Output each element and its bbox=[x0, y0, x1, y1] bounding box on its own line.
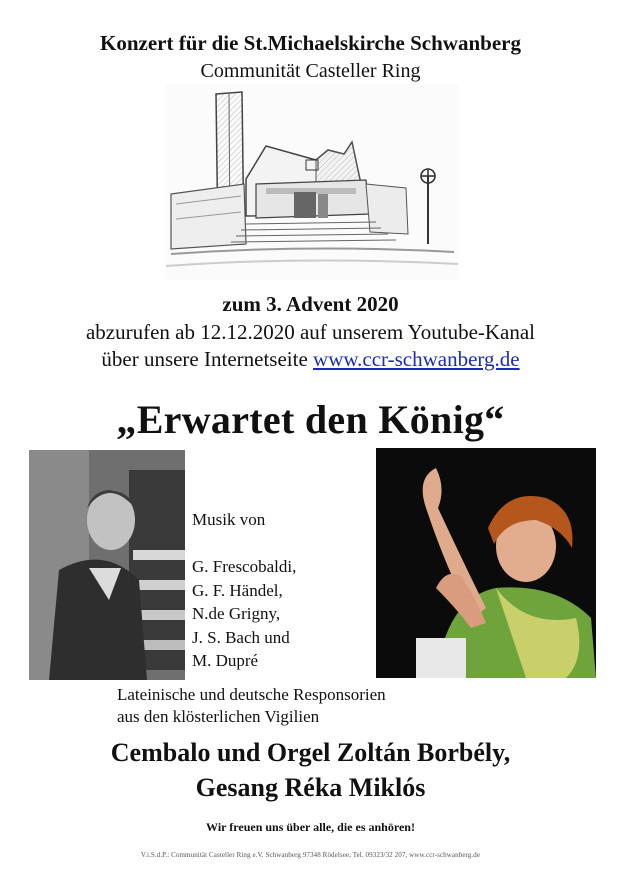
church-drawing bbox=[166, 84, 458, 280]
availability-text: abzurufen ab 12.12.2020 auf unserem Youtube-Kanal bbox=[85, 320, 536, 344]
performer-line: Gesang Réka Miklós bbox=[195, 773, 426, 802]
community-name: Communität Casteller Ring bbox=[200, 60, 421, 82]
website-prefix: über unsere Internetseite bbox=[101, 347, 314, 371]
concert-title: Konzert für die St.Michaelskirche Schwanberg bbox=[100, 31, 521, 55]
website-line bbox=[0, 347, 621, 372]
composer-item: G. F. Händel, bbox=[192, 580, 283, 600]
advent-date: zum 3. Advent 2020 bbox=[222, 292, 399, 316]
composer-item: N.de Grigny, bbox=[192, 604, 281, 623]
thanks-note: Wir freuen uns über alle, die es anhören! bbox=[206, 820, 415, 834]
organist-photo bbox=[29, 450, 185, 680]
program-intro: Musik von bbox=[192, 510, 266, 529]
responsories-text bbox=[117, 684, 386, 728]
responsories-line: Lateinische und deutsche Responsorien bbox=[117, 685, 386, 704]
composer-item: G. Frescobaldi, bbox=[192, 557, 297, 576]
imprint: V.i.S.d.P.: Communität Casteller Ring e.V. Schwanberg 97348 Rödelsee, Tel. 09323/32 207, www.ccr-schwanberg.de bbox=[140, 851, 481, 859]
singer-photo bbox=[376, 448, 596, 678]
website-link[interactable]: www.ccr-schwanberg.de bbox=[313, 347, 520, 371]
composer-item: J. S. Bach und bbox=[192, 627, 290, 647]
performer-line: Cembalo und Orgel Zoltán Borbély, bbox=[110, 738, 511, 767]
responsories-line: aus den klösterlichen Vigilien bbox=[117, 707, 320, 726]
concert-headline: „Erwartet den König“ bbox=[116, 397, 505, 442]
program-list bbox=[192, 508, 296, 673]
composer-item: M. Dupré bbox=[192, 651, 259, 670]
